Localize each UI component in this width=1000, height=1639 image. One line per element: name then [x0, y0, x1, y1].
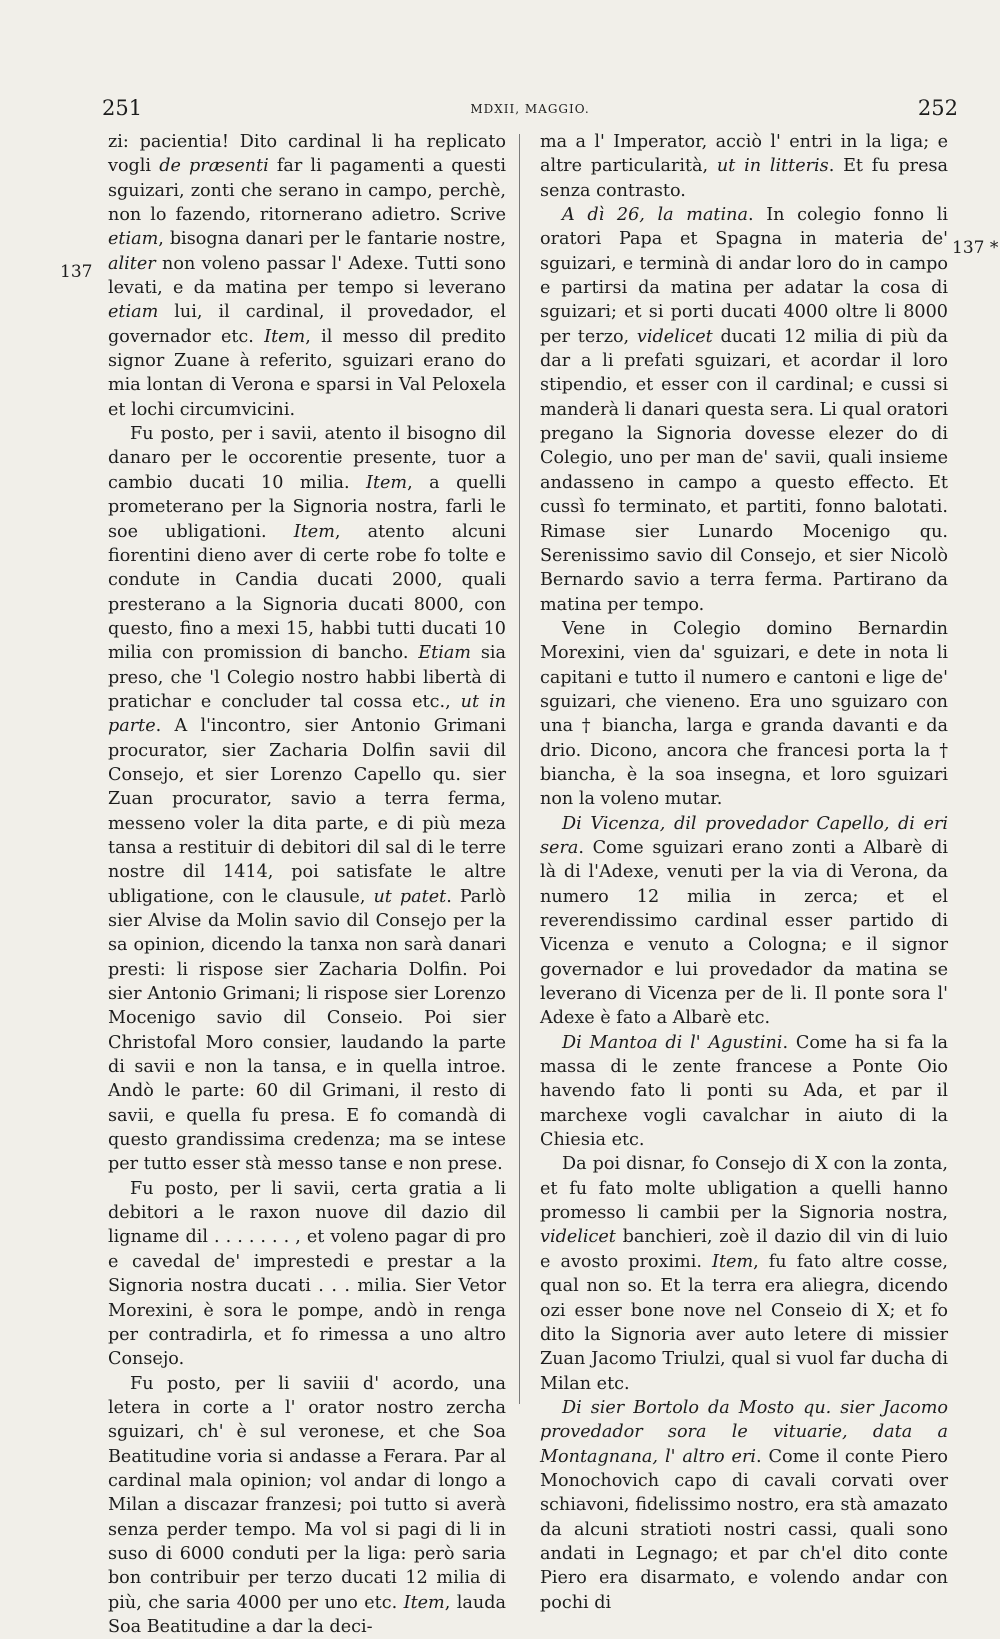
text-run: . Et fu presa senza contrasto. — [540, 156, 949, 201]
italic-text: Etiam — [418, 643, 471, 664]
text-run: , atento alcuni fiorentini dieno aver di certe robe fo tolte e condute in Candia ducati 2000, quali presterano a la Signoria ducati 8000, con questo, fino a mexi 15, habbi tutti ducati 10 milia con promission di bancho. — [108, 521, 506, 664]
left-column — [108, 130, 506, 1639]
italic-text: ut patet — [373, 886, 447, 907]
italic-text: videlicet — [636, 326, 713, 347]
paragraph — [540, 617, 948, 812]
text-run: banchieri, zoè il dazio dil vin di luio e avosto proximi. — [540, 1227, 948, 1272]
page-header — [100, 96, 960, 126]
text-run: sia preso, che 'l Colegio nostro habbi libertà di pratichar e concluder tal cossa etc., — [108, 643, 506, 712]
italic-text: Item — [293, 521, 335, 542]
paragraph — [540, 203, 948, 617]
italic-text: aliter — [108, 253, 156, 274]
paragraph — [540, 1152, 948, 1395]
text-run: , il messo dil predito signor Zuane à referito, sguizari erano do mia lontan di Verona e sparsi in Val Peloxela et lochi circumvicini. — [108, 326, 506, 420]
text-run: . In colegio fonno li oratori Papa et Spagna in materia de' sguizari, e terminà di andar loro do in campo e partirsi da matina per adatar la cosa di sguizari; et si porti ducati 4000 oltre li 8000 per terzo, — [540, 205, 948, 347]
text-run: , fu fato altre cosse, qual non so. Et la terra era aliegra, dicendo ozi esser bone nove nel Conseio di X; et fo dito la Signoria aver auto letere di missier Zuan Jacomo Triulzi, qual si vuol far ducha di Milan etc. — [540, 1251, 948, 1394]
margin-note-left: 137 — [60, 262, 93, 282]
text-run: zi: pacientia! Dito cardinal li ha replicato vogli — [108, 132, 506, 177]
italic-text: ut in litteris — [716, 156, 829, 177]
text-run: . Come ha si fa la massa di le zente francese a Ponte Oio havendo fato li ponti su Ada, et par il marchexe vogli cavalchar in aiuto di la Chiesia etc. — [540, 1032, 948, 1151]
text-run: ma a l' Imperator, acciò l' entri in la liga; e altre particularità, — [540, 132, 948, 177]
paragraph — [540, 1031, 948, 1153]
text-run: Vene in Colegio domino Bernardin Morexini, vien da' sguizari, e dete in nota li capitani e tutto il numero e cantoni e lige de' sguizari, che vieneno. Era uno sguizaro con una † biancha, larga e granda davanti e da drio. Dicono, ancora che francesi porta la † biancha, è la soa insegna, et loro sguizari non la voleno mutar. — [540, 618, 948, 810]
paragraph — [540, 1396, 948, 1615]
italic-text: Item — [366, 472, 408, 493]
page-number-left: 251 — [102, 96, 143, 120]
italic-text: Di Vicenza, dil provedador Capello, di eri sera — [540, 813, 948, 858]
paragraph — [108, 130, 506, 422]
paragraph — [540, 812, 948, 1031]
italic-text: ut in parte — [108, 691, 506, 737]
text-run: Fu posto, per i savii, atento il bisogno dil danaro per le occorentie presente, tuor a cambio ducati 10 milia. — [108, 424, 506, 493]
text-run: Da poi disnar, fo Consejo di X con la zonta, et fu fato molte ubligation a quelli hanno promesso li cambii per la Signoria nostra, — [540, 1154, 948, 1224]
text-run: . Come il conte Piero Monochovich capo di cavali corvati over schiavoni, fidelissimo nostro, era stà amazato da alcuni stratioti nostri cassi, quali sono andati in Legnago; et par ch'el dito conte Piero era disarmato, e volendo andar con pochi di — [540, 1446, 948, 1613]
italic-text: A dì 26, la matina — [562, 205, 748, 226]
italic-text: etiam — [108, 302, 159, 323]
italic-text: Item — [264, 326, 306, 347]
text-run: Fu posto, per li saviii d' acordo, una letera in corte a l' orator nostro zercha sguizari, ch' è sul veronese, et che Soa Beatitudine voria si andasse a Ferara. Par al cardinal mala opinion; vol andar di longo a Milan a discazar franzesi; poi tutto si averà senza perder tempo. Ma vol si pagi di li in suso di 6000 conduti per la liga: però saria bon contribuir per terzo ducati 12 milia di più, che saria 4000 per uno etc. — [108, 1373, 506, 1613]
text-run: ducati 12 milia di più da dar a li prefati sguizari, et acordar il loro stipendio, et esser con il cardinal; e cussi si manderà li danari questa sera. Li qual oratori pregano la Signoria dovesse elezer do di Colegio, uno per man de' savii, quali insieme andasseno in campo a questo effecto. Et cussì fo terminato, et partiti, fonno balotati. Rimase sier Lunardo Mocenigo qu. Serenissimo savio dil Consejo, et sier Nicolò Bernardo savio a terra ferma. Partirano da matina per tempo. — [540, 326, 948, 615]
italic-text: videlicet — [540, 1227, 616, 1248]
paragraph — [108, 1177, 506, 1372]
text-run: , lauda Soa Beatitudine a dar la deci- — [108, 1592, 506, 1637]
paragraph — [108, 1372, 506, 1639]
italic-text: Di sier Bortolo da Mosto qu. sier Jacomo provedador sora le vituarie, data a Montagnana, l' altro eri — [540, 1397, 948, 1467]
paragraph — [540, 130, 948, 203]
paragraph — [108, 422, 506, 1177]
text-run: . Come sguizari erano zonti a Albarè di là di l'Adexe, venuti per la via di Verona, da numero 12 milia in zerca; et el reverendissimo cardinal esser partido di Vicenza e venuto a Cologna; e il signor governador e lui provedador da matina se leverano di Vicenza per de li. Il ponte sora l' Adexe è fato a Albarè etc. — [540, 837, 948, 1029]
text-run: non voleno passar l' Adexe. Tutti sono levati, e da matina per tempo si leverano — [108, 253, 506, 299]
text-run: far li pagamenti a questi sguizari, zonti che serano in campo, perchè, non lo fazendo, ritornerano adietro. Scrive — [108, 156, 506, 226]
text-run: lui, il cardinal, il provedador, el governador etc. — [108, 302, 506, 347]
margin-note-right: 137 * — [952, 238, 999, 258]
text-run: Fu posto, per li savii, certa gratia a li debitori a le raxon nuove dil dazio dil ligname dil . . . . . . . , et voleno pagar di pro e cavedal de' imprestedi e prestar a la Signoria nostra ducati . . . milia. Sier Vetor Morexini, è sora le pompe, andò in renga per contradirla, et fo rimessa a uno altro Consejo. — [108, 1178, 506, 1370]
right-column — [540, 130, 948, 1615]
text-run: . Parlò sier Alvise da Molin savio dil Consejo per la sa opinion, dicendo la tanxa non sarà danari presti: li rispose sier Zacharia Dolfin. Poi sier Antonio Grimani; li rispose sier Lorenzo Mocenigo savio dil Conseio. Poi sier Christofal Moro consier, laudando la parte di savii e non la tansa, e in quella introe. Andò le parte: 60 dil Grimani, il resto di savii, e quella fu presa. E fo comandà di questo grandissima credenza; ma se intese per tutto esser stà messo tanse e non prese. — [108, 886, 506, 1175]
italic-text: etiam — [108, 229, 159, 250]
column-divider — [519, 134, 520, 1404]
text-run: , bisogna danari per le fantarie nostre, — [158, 229, 506, 250]
text-run: , a quelli prometerano per la Signoria nostra, farli le soe ubligationi. — [108, 472, 507, 542]
italic-text: Di Mantoa di l' Agustini — [562, 1032, 783, 1053]
text-run: . A l'incontro, sier Antonio Grimani procurator, sier Zacharia Dolfin savii dil Consejo, et sier Lorenzo Capello qu. sier Zuan procurator, savio a terra ferma, messeno voler la dita parte, e di più meza tansa a restituir di debitori dil sal di le terre nostre dil 1414, poi satisfate le altre ubligatione, con le clausule, — [108, 716, 506, 907]
italic-text: de præsenti — [159, 156, 269, 177]
page-number-right: 252 — [917, 96, 958, 120]
italic-text: Item — [712, 1251, 754, 1272]
running-title: MDXII, MAGGIO. — [470, 102, 590, 116]
italic-text: Item — [403, 1592, 445, 1613]
